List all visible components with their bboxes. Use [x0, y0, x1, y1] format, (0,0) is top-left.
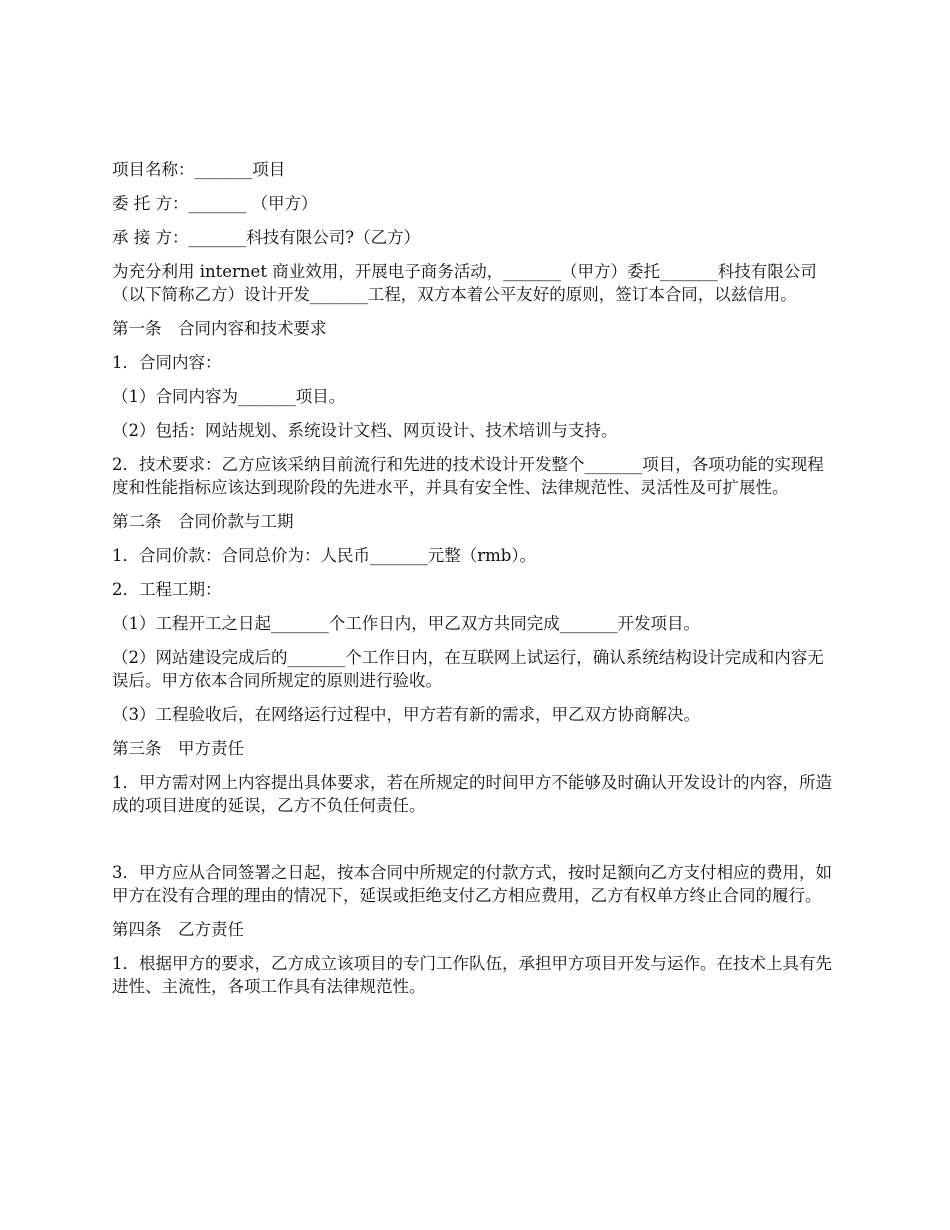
article-1-item-1-sub-1: （1）合同内容为_______项目。 — [112, 387, 346, 406]
blank-gap — [112, 828, 840, 861]
article-2-item-2: 2．工程工期： — [112, 580, 222, 599]
article-2-item-2-sub-2: （2）网站建设完成后的_______个工作日内，在互联网上试运行，确认系统结构设计完成和内容无误后。甲方依本合同所规定的原则进行验收。 — [112, 648, 824, 690]
preamble-paragraph: 为充分利用 internet 商业效用，开展电子商务活动，_______（甲方）委托_______科技有限公司（以下简称乙方）设计开发_______工程，双方本着公平友好的原则，签订本合同，以兹信用。 — [112, 262, 817, 304]
article-3-item-1: 1．甲方需对网上内容提出具体要求，若在所规定的时间甲方不能够及时确认开发设计的内容，所造成的项目进度的延误，乙方不负任何责任。 — [112, 773, 832, 815]
article-2-heading: 第二条 合同价款与工期 — [112, 512, 294, 531]
article-2-item-2-sub-1: （1）工程开工之日起_______个工作日内，甲乙双方共同完成_______开发项目。 — [112, 614, 700, 633]
article-2-item-1: 1．合同价款：合同总价为：人民币_______元整（rmb）。 — [112, 546, 537, 565]
article-1-item-2: 2．技术要求：乙方应该采纳目前流行和先进的技术设计开发整个_______项目，各项功能的实现程度和性能指标应该达到现阶段的先进水平，并具有安全性、法律规范性、灵活性及可扩展性。 — [112, 455, 824, 497]
contractor-line: 承 接 方：_______科技有限公司?（乙方） — [112, 228, 421, 247]
article-2-item-2-sub-3: （3）工程验收后，在网络运行过程中，甲方若有新的需求，甲乙双方协商解决。 — [112, 705, 700, 724]
article-3-item-3: 3．甲方应从合同签署之日起，按本合同中所规定的付款方式，按时足额向乙方支付相应的费用，如甲方在没有合理的理由的情况下，延误或拒绝支付乙方相应费用，乙方有权单方终止合同的履行。 — [112, 863, 832, 905]
article-1-item-1-sub-2: （2）包括：网站规划、系统设计文档、网页设计、技术培训与支持。 — [112, 421, 618, 440]
client-line: 委 托 方：_______ （甲方） — [112, 194, 318, 213]
project-name-line: 项目名称：_______项目 — [112, 160, 286, 179]
article-1-item-1: 1．合同内容： — [112, 353, 222, 372]
article-4-heading: 第四条 乙方责任 — [112, 920, 244, 939]
article-3-heading: 第三条 甲方责任 — [112, 739, 244, 758]
document-body — [112, 158, 840, 1009]
article-1-heading: 第一条 合同内容和技术要求 — [112, 319, 327, 338]
article-4-item-1: 1．根据甲方的要求，乙方成立该项目的专门工作队伍，承担甲方项目开发与运作。在技术上具有先进性、主流性，各项工作具有法律规范性。 — [112, 954, 832, 996]
